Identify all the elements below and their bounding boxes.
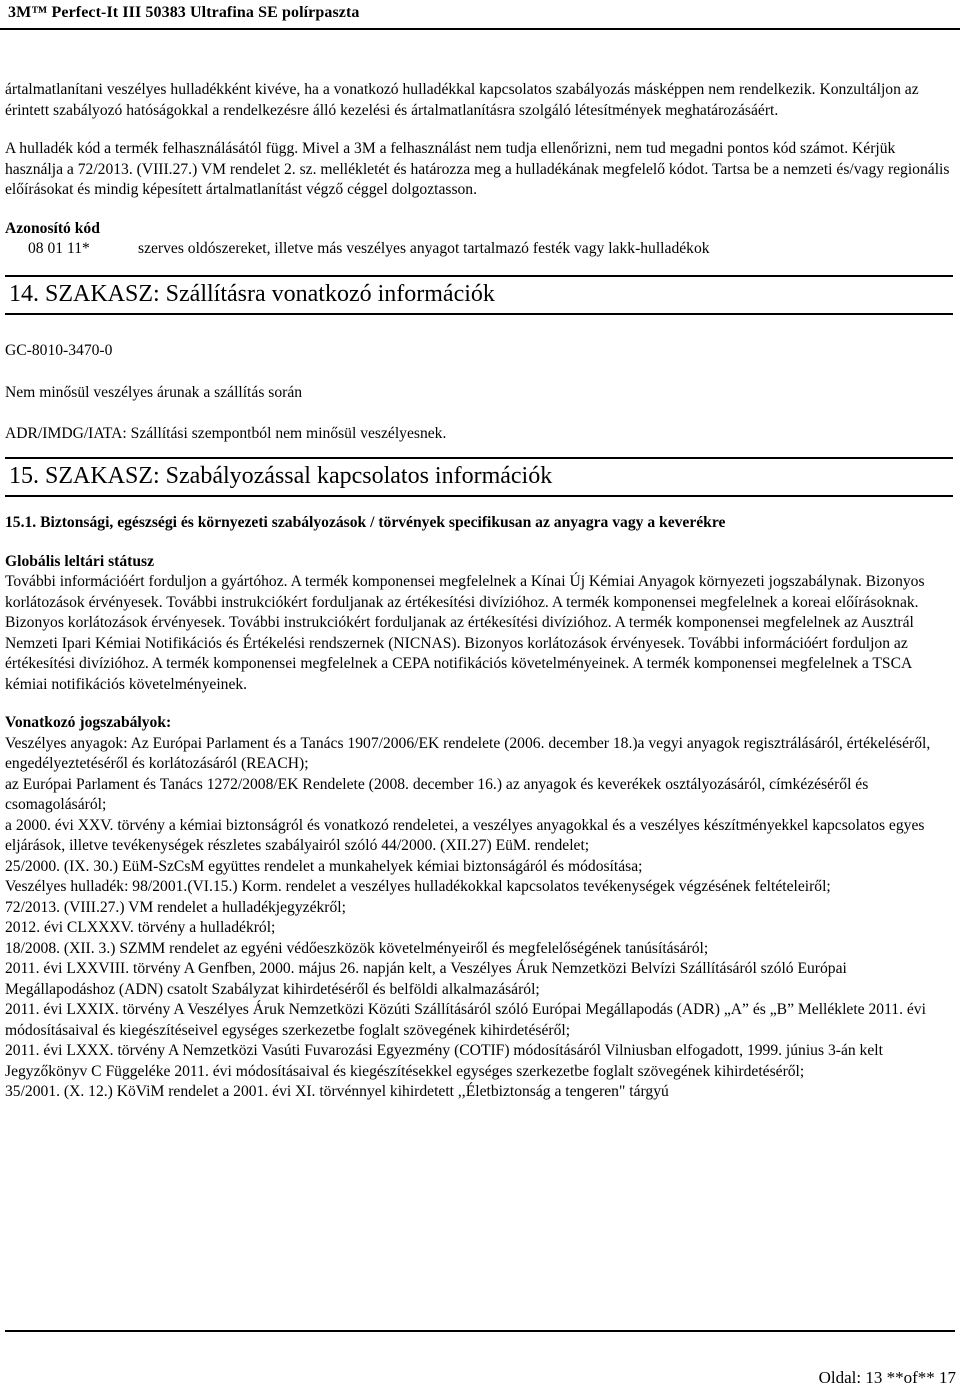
waste-description: szerves oldószereket, illetve más veszélyes anyagot tartalmazó festék vagy lakk-hulladékok (138, 240, 710, 257)
page-header (0, 0, 960, 30)
waste-code-paragraph: A hulladék kód a termék felhasználásától függ. Mivel a 3M a felhasználást nem tudja ellenőrizni, nem tud megadni pontos kód számot. Kérjük használja a 72/2013. (VIII.27.) VM rendelet 2. sz. mellékletét és határozza meg a hulladékának megfelelő kódot. Tartsa be a nemzeti és/vagy regionális előírásokat és mindig képesített ártalmatlanítást végző céggel dolgoztasson. (5, 140, 950, 198)
regulation-item: 2011. évi LXXIX. törvény A Veszélyes Áruk Nemzetközi Közúti Szállításáról szóló Európai Megállapodás (ADR) „A” és „B” Melléklete 2011. évi módosításaival és kiegészítéseivel egységes szerkezetbe foglalt szövegének kihirdetéséről; (5, 1001, 926, 1039)
product-code: GC-8010-3470-0 (5, 341, 113, 359)
global-inventory-text: További információért forduljon a gyártóhoz. A termék komponensei megfelelnek a Kínai Új Kémiai Anyagok környezeti jogszabálynak. Bizonyos korlátozások érvényesek. További instrukciókért forduljanak az értékesítési divízióhoz. A termék komponensei megfelelnek a koreai előírásoknak. Bizonyos korlátozások érvényesek. További instrukciókért forduljanak az értékesítési divízióhoz. A termék komponensei megfelelnek az Ausztrál Nemzeti Ipari Kémiai Notifikációs és Értékelési rendszernek (NICNAS). Bizonyos korlátozások érvényesek. További információért forduljon az értékesítési divízióhoz. A termék komponensei megfelelnek a CEPA notifikációs követelményeinek. A termék komponensei megfelelnek a TSCA kémiai notifikációs követelményeinek. (5, 573, 925, 693)
regulations-list (5, 734, 953, 1103)
waste-code-row (5, 239, 953, 260)
regulation-item: az Európai Parlament és Tanács 1272/2008/EK Rendelete (2008. december 16.) az anyagok és keverékek osztályozásáról, címkézéséről és csomagolásáról; (5, 775, 869, 813)
regulation-item: 2011. évi LXXVIII. törvény A Genfben, 2000. május 26. napján kelt, a Veszélyes Áruk Nemzetközi Belvízi Szállításáról szóló Európai Megállapodáshoz (ADN) csatolt Szabályzat kihirdetéséről és belföldi alkalmazásáról; (5, 960, 847, 998)
waste-code: 08 01 11* (28, 240, 90, 257)
section-14-heading: 14. SZAKASZ: Szállításra vonatkozó információk (5, 275, 953, 315)
document-title: 3M™ Perfect-It III 50383 Ultrafina SE polírpaszta (8, 4, 360, 21)
subsection-15-1: 15.1. Biztonsági, egészségi és környezeti szabályozások / törvények specifikusan az anyagra vagy a keverékre (5, 514, 726, 531)
regulation-item: 2012. évi CLXXXV. törvény a hulladékról; (5, 919, 276, 936)
global-inventory-heading: Globális leltári státusz (5, 552, 155, 570)
disposal-paragraph: ártalmatlanítani veszélyes hulladékként kivéve, ha a vonatkozó hulladékkal kapcsolatos szabályozás másképpen nem rendelkezik. Konzultáljon az érintett szabályozó hatóságokkal a rendelkezésre álló kezelési és ártalmatlanításra szolgáló létesítmények meghatározásáért. (5, 81, 919, 119)
waste-code-heading: Azonosító kód (5, 219, 100, 237)
section-15-heading: 15. SZAKASZ: Szabályozással kapcsolatos információk (5, 457, 953, 497)
page-number: Oldal: 13 **of** 17 (818, 1368, 956, 1387)
page-body (5, 80, 953, 1103)
regulation-item: 72/2013. (VIII.27.) VM rendelet a hulladékjegyzékről; (5, 898, 346, 916)
regulation-item: 18/2008. (XII. 3.) SZMM rendelet az egyéni védőeszközök követelményeiről és megfelelőségének tanúsításáról; (5, 939, 709, 957)
regulation-item: Veszélyes hulladék: 98/2001.(VI.15.) Korm. rendelet a veszélyes hulladékokkal kapcsolatos tevékenységek végzésének feltételeiről; (5, 878, 831, 895)
regulation-item: 2011. évi LXXX. törvény A Nemzetközi Vasúti Fuvarozási Egyezmény (COTIF) módosításáról Vilniusban elfogadott, 1999. június 3-án kelt Jegyzőkönyv C Függeléke 2011. évi módosításaival és kiegészítésekkel egységes szerkezetbe foglalt szövegének kihirdetéséről; (5, 1042, 883, 1080)
regulation-item: 25/2000. (IX. 30.) EüM-SzCsM együttes rendelet a munkahelyek kémiai biztonságáról és módosítása; (5, 857, 643, 875)
regulation-item: a 2000. évi XXV. törvény a kémiai biztonságról és vonatkozó rendeletei, a veszélyes anyagokkal és a veszélyes készítményekkel kapcsolatos egyes eljárások, illetve tevékenységek részletes szabályairól szóló 44/2000. (XII.27) EüM. rendelet; (5, 816, 925, 854)
transport-status: Nem minősül veszélyes árunak a szállítás során (5, 384, 303, 401)
footer-divider (5, 1330, 955, 1332)
transport-classification: ADR/IMDG/IATA: Szállítási szempontból nem minősül veszélyesnek. (5, 424, 447, 442)
regulation-item: Veszélyes anyagok: Az Európai Parlament és a Tanács 1907/2006/EK rendelete (2006. december 18.)a vegyi anyagok regisztrálásáról, értékeléséről, engedélyeztetéséről és korlátozásáról (REACH); (5, 734, 931, 772)
regulation-item: 35/2001. (X. 12.) KöViM rendelet a 2001. évi XI. törvénnyel kihirdetett ,,Életbiztonság a tengeren" tárgyú (5, 1083, 669, 1100)
regulations-heading: Vonatkozó jogszabályok: (5, 714, 172, 731)
